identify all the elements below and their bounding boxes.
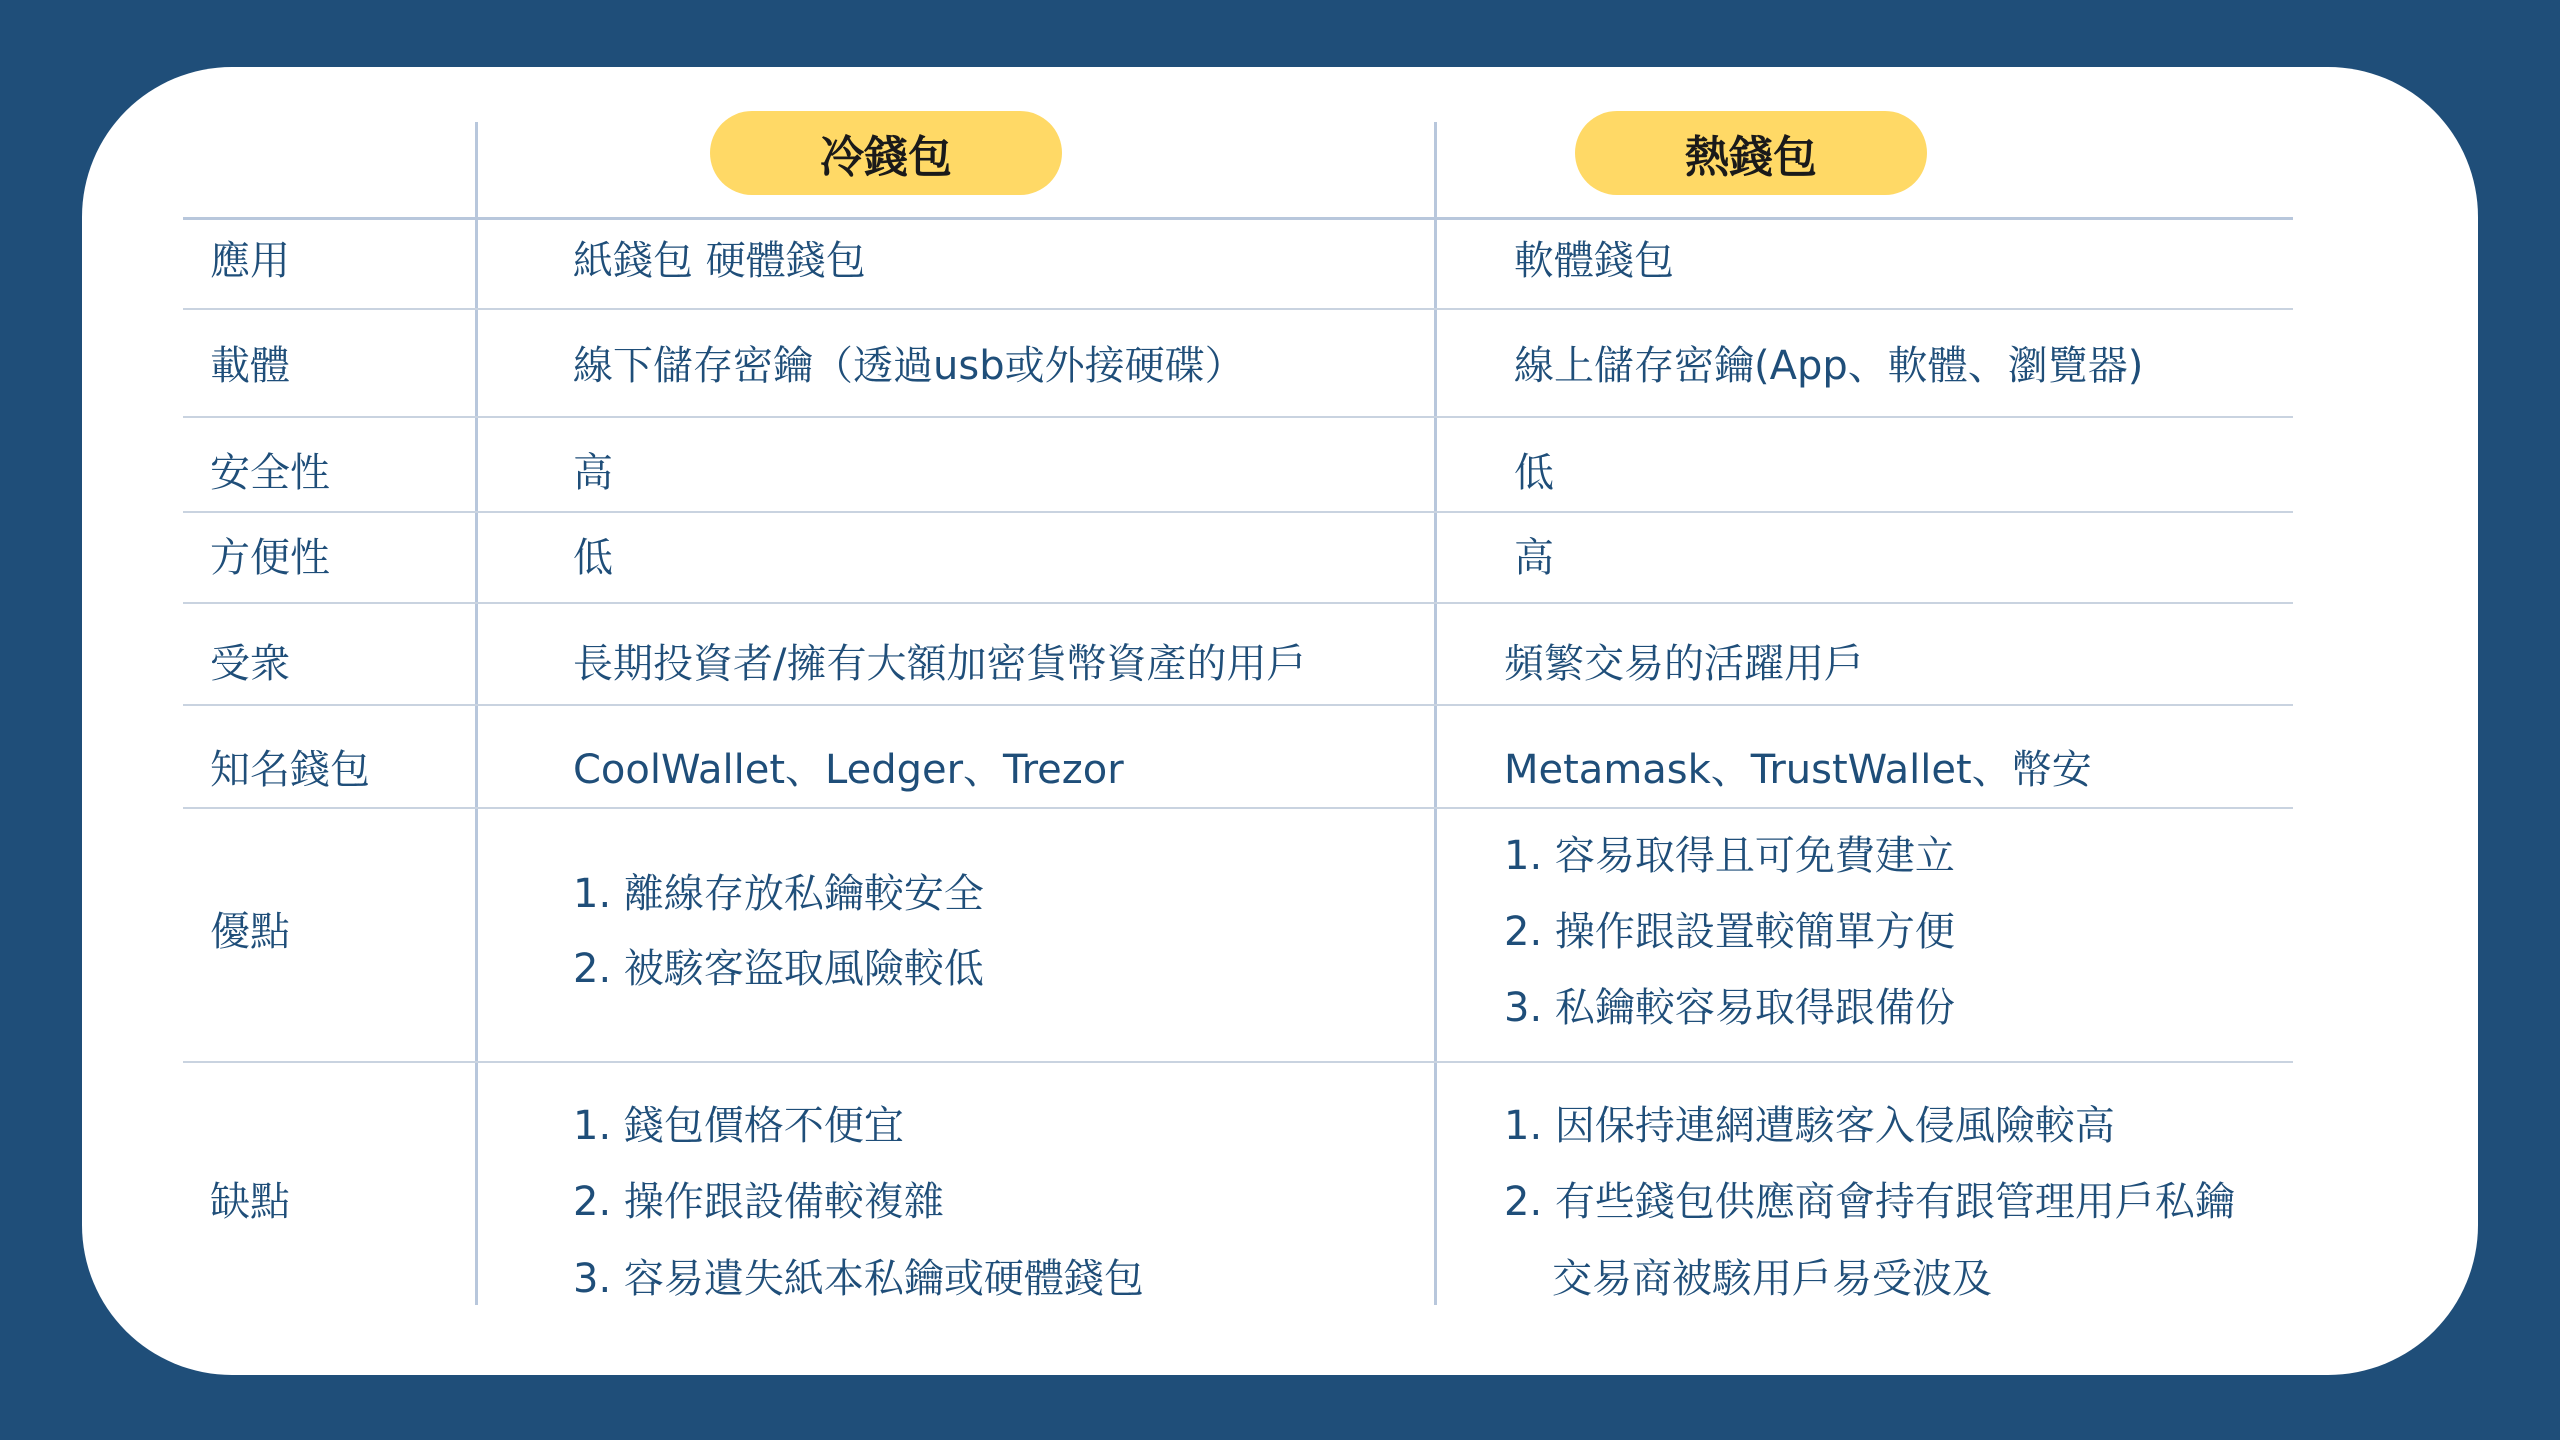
header-divider: [183, 217, 2293, 220]
hot-pros-3: 3. 私鑰較容易取得跟備份: [1504, 985, 1955, 1031]
row-divider: [183, 416, 2293, 418]
row-label-pros: 優點: [210, 909, 290, 955]
row-divider: [183, 704, 2293, 706]
cold-pros-2: 2. 被駭客盜取風險較低: [573, 946, 984, 992]
cold-cons-1: 1. 錢包價格不便宜: [573, 1103, 904, 1149]
cold-convenience: 低: [573, 535, 613, 581]
hot-wallet-header: [1575, 111, 1927, 195]
row-divider: [183, 807, 2293, 809]
cold-pros-1: 1. 離線存放私鑰較安全: [573, 871, 984, 917]
cold-security: 高: [573, 450, 613, 496]
row-divider: [183, 511, 2293, 513]
hot-application: 軟體錢包: [1514, 238, 1674, 284]
column-divider-right: [1434, 122, 1437, 1305]
row-divider: [183, 308, 2293, 310]
hot-wallet-header-label: 熱錢包: [1685, 132, 1817, 183]
hot-known-wallets: Metamask、TrustWallet、幣安: [1504, 747, 2092, 793]
cold-wallet-header-label: 冷錢包: [820, 132, 952, 183]
hot-cons-3: 交易商被駭用戶易受波及: [1552, 1256, 1992, 1302]
row-label-application: 應用: [210, 238, 290, 284]
row-label-cons: 缺點: [210, 1179, 290, 1225]
cold-audience: 長期投資者/擁有大額加密貨幣資產的用戶: [573, 641, 1307, 687]
hot-cons-2: 2. 有些錢包供應商會持有跟管理用戶私鑰: [1504, 1179, 2235, 1225]
row-divider: [183, 602, 2293, 604]
row-divider: [183, 1061, 2293, 1063]
cold-cons-3: 3. 容易遺失紙本私鑰或硬體錢包: [573, 1256, 1144, 1302]
cold-carrier: 線下儲存密鑰（透過usb或外接硬碟）: [573, 343, 1245, 389]
cold-cons-2: 2. 操作跟設備較複雜: [573, 1179, 944, 1225]
column-divider-left: [475, 122, 478, 1305]
hot-convenience: 高: [1514, 535, 1554, 581]
hot-carrier: 線上儲存密鑰(App、軟體、瀏覽器): [1514, 343, 2144, 389]
cold-known-wallets: CoolWallet、Ledger、Trezor: [573, 747, 1124, 793]
row-label-carrier: 載體: [210, 343, 290, 389]
hot-audience: 頻繁交易的活躍用戶: [1504, 641, 1864, 687]
cold-wallet-header: [710, 111, 1062, 195]
hot-pros-2: 2. 操作跟設置較簡單方便: [1504, 909, 1955, 955]
hot-cons-1: 1. 因保持連網遭駭客入侵風險較高: [1504, 1103, 2115, 1149]
row-label-convenience: 方便性: [210, 535, 330, 581]
row-label-audience: 受衆: [210, 641, 290, 687]
row-label-known-wallets: 知名錢包: [210, 747, 370, 793]
hot-security: 低: [1514, 450, 1554, 496]
cold-application: 紙錢包 硬體錢包: [573, 238, 866, 284]
hot-pros-1: 1. 容易取得且可免費建立: [1504, 833, 1955, 879]
row-label-security: 安全性: [210, 450, 330, 496]
